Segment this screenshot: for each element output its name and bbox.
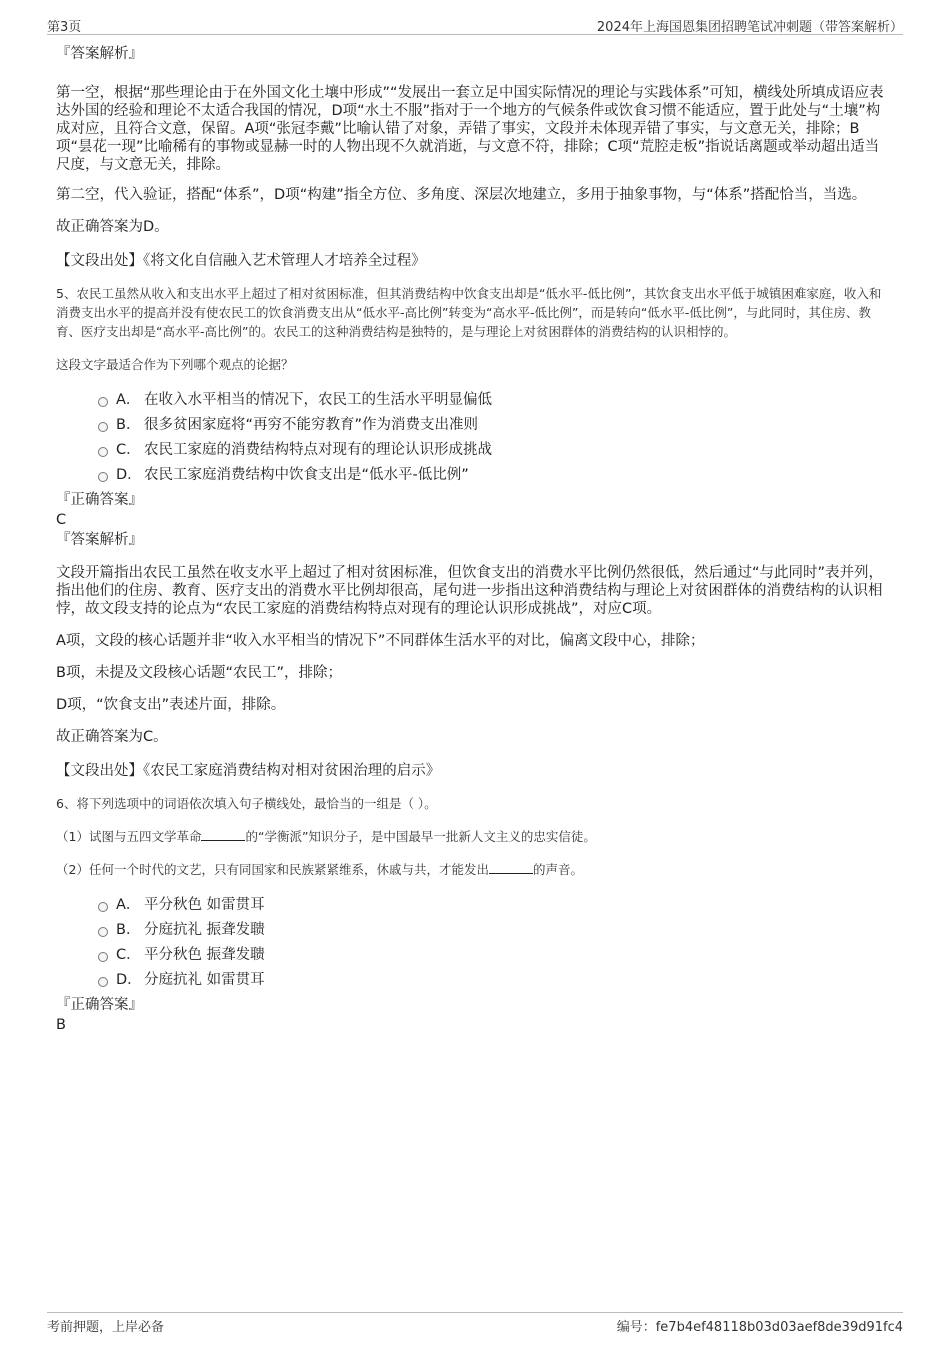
q5-option-b[interactable]	[56, 413, 890, 438]
fill-blank-2	[489, 861, 533, 874]
footer-slogan: 考前押题，上岸必备	[47, 1320, 165, 1335]
q5-analysis-a: A项，文段的核心话题并非“收入水平相当的情况下”不同群体生活水平的对比，偏离文段中心，排除；	[56, 633, 705, 649]
sentence-2-before: （2）任何一个时代的文艺，只有同国家和民族紧紧维系，休戚与共，才能发出	[56, 862, 489, 877]
q5-option-d[interactable]	[56, 463, 890, 488]
radio-icon[interactable]	[98, 977, 108, 987]
page-content	[56, 44, 890, 1035]
q6-option-a[interactable]	[56, 893, 890, 918]
radio-icon[interactable]	[98, 472, 108, 482]
q5-analysis-b: B项，未提及文段核心话题“农民工”，排除；	[56, 665, 342, 681]
q5-answer: C	[56, 512, 67, 528]
sentence-2-after: 的声音。	[532, 862, 583, 877]
radio-icon[interactable]	[98, 952, 108, 962]
doc-title: 2024年上海国恩集团招聘笔试冲刺题（带答案解析）	[596, 20, 903, 35]
option-text: 分庭抗礼 振聋发聩	[144, 922, 265, 938]
q5-stem: 5、农民工虽然从收入和支出水平上超过了相对贫困标准，但其消费结构中饮食支出却是“低水平-低比例”，其饮食支出水平低于城镇困难家庭，收入和消费支出水平的提高并没有使农民工的饮食消费支出从“低水平-高比例”转变为“高水平-低比例”，而是转向“低水平-低比例”，与此同时，其住房、教育、医疗支出却是“高水平-高比例”的。农民工的这种消费结构是独特的，是与理论上对贫困群体的消费结构的认识相悖的。	[56, 286, 882, 339]
sentence-1-after: 的“学衡派”知识分子，是中国最早一批新人文主义的忠实信徒。	[245, 829, 596, 844]
q5-question: 这段文字最适合作为下列哪个观点的论据？	[56, 357, 294, 372]
q6-option-c[interactable]	[56, 943, 890, 968]
q5-analysis-p1: 文段开篇指出农民工虽然在收支水平上超过了相对贫困标准，但饮食支出的消费水平比例仍然很低，然后通过“与此同时”表并列，指出他们的住房、教育、医疗支出的消费水平比例却很高，尾句进一步指出这种消费结构与理论上对贫困群体的消费结构的认识相悖，故文段支持的论点为“农民工家庭的消费结构特点对现有的理论认识形成挑战”，对应C项。	[56, 565, 884, 617]
radio-icon[interactable]	[98, 902, 108, 912]
option-letter: D．	[116, 972, 142, 988]
q5-analysis-label: 『答案解析』	[56, 532, 143, 548]
q4-analysis-p2: 第二空，代入验证，搭配“体系”，D项“构建”指全方位、多角度、深层次地建立，多用于抽象事物，与“体系”搭配恰当，当选。	[56, 187, 867, 203]
option-letter: C．	[116, 947, 141, 963]
q5-conclusion: 故正确答案为C。	[56, 729, 168, 745]
option-text: 在收入水平相当的情况下，农民工的生活水平明显偏低	[144, 392, 492, 408]
page-header	[47, 14, 903, 35]
q6-option-d[interactable]	[56, 968, 890, 993]
footer-code	[617, 1316, 903, 1335]
page-number: 第3页	[47, 20, 82, 35]
q5-answer-label: 『正确答案』	[56, 492, 143, 508]
option-letter: A．	[116, 392, 141, 408]
option-letter: A．	[116, 897, 141, 913]
option-letter: B．	[116, 417, 141, 433]
q5-analysis-d: D项，“饮食支出”表述片面，排除。	[56, 697, 286, 713]
q4-source: 【文段出处】《将文化自信融入艺术管理人才培养全过程》	[56, 253, 426, 269]
q4-conclusion: 故正确答案为D。	[56, 219, 169, 235]
q6-answer: B	[56, 1017, 66, 1033]
q6-answer-label: 『正确答案』	[56, 997, 143, 1013]
code-label: 编号：	[616, 1320, 656, 1335]
code-value: fe7b4ef48118b03d03aef8de39d91fc4	[655, 1320, 903, 1335]
radio-icon[interactable]	[98, 422, 108, 432]
option-text: 农民工家庭消费结构中饮食支出是“低水平-低比例”	[144, 467, 469, 483]
q6-sentence-1	[56, 827, 890, 846]
option-letter: B．	[116, 922, 141, 938]
q6-stem: 6、将下列选项中的词语依次填入句子横线处，最恰当的一组是（ ）。	[56, 796, 437, 811]
q5-source: 【文段出处】《农民工家庭消费结构对相对贫困治理的启示》	[56, 763, 441, 779]
q5-option-c[interactable]	[56, 438, 890, 463]
q4-analysis-label: 『答案解析』	[56, 46, 143, 62]
option-text: 农民工家庭的消费结构特点对现有的理论认识形成挑战	[144, 442, 492, 458]
q6-option-b[interactable]	[56, 918, 890, 943]
option-text: 分庭抗礼 如雷贯耳	[144, 972, 265, 988]
option-letter: D．	[116, 467, 142, 483]
q6-sentence-2	[56, 860, 890, 879]
q5-option-a[interactable]	[56, 388, 890, 413]
radio-icon[interactable]	[98, 447, 108, 457]
page-footer	[47, 1312, 903, 1335]
radio-icon[interactable]	[98, 397, 108, 407]
sentence-1-before: （1）试图与五四文学革命	[56, 829, 202, 844]
q6-options	[56, 893, 890, 993]
option-letter: C．	[116, 442, 141, 458]
q4-analysis-p1: 第一空，根据“那些理论由于在外国文化土壤中形成”“发展出一套立足中国实际情况的理论与实践体系”可知，横线处所填成语应表达外国的经验和理论不太适合我国的情况，D项“水土不服”指对于一个地方的气候条件或饮食习惯不能适应，置于此处与“土壤”构成对应，且符合文意，保留。A项“张冠李戴”比喻认错了对象，弄错了事实，文段并未体现弄错了事实，与文意无关，排除；B项“昙花一现”比喻稀有的事物或显赫一时的人物出现不久就消逝，与文意不符，排除；C项“荒腔走板”指说话离题或举动超出适当尺度，与文意无关，排除。	[56, 85, 884, 173]
option-text: 平分秋色 如雷贯耳	[144, 897, 265, 913]
fill-blank-1	[201, 828, 245, 841]
option-text: 平分秋色 振聋发聩	[144, 947, 265, 963]
radio-icon[interactable]	[98, 927, 108, 937]
option-text: 很多贫困家庭将“再穷不能穷教育”作为消费支出准则	[144, 417, 479, 433]
q5-options	[56, 388, 890, 488]
